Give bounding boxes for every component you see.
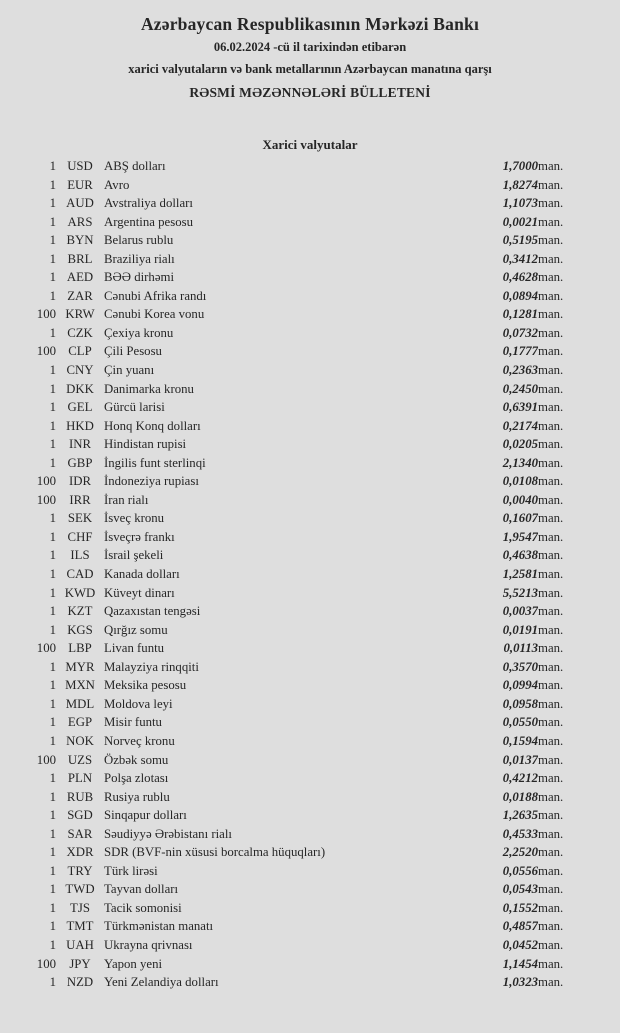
currency-code: CZK: [67, 325, 93, 340]
currency-name: BƏƏ dirhəmi: [104, 270, 175, 285]
effective-date-line: 06.02.2024 -cü il tarixindən etibarən: [213, 40, 407, 54]
rate-value: 0,0543: [502, 882, 538, 897]
rate-value: 0,3570: [502, 659, 538, 674]
unit-label: man.: [538, 196, 564, 211]
rate-row: [0, 231, 620, 250]
unit-label: man.: [538, 622, 564, 637]
currency-code: UZS: [67, 752, 93, 767]
rate-row: [0, 454, 620, 473]
currency-name: Gürcü larisi: [104, 400, 165, 415]
rate-row: [0, 565, 620, 584]
currency-code: TWD: [65, 882, 95, 897]
quantity-cell: 100: [36, 344, 56, 359]
rate-value: 5,5213: [502, 585, 538, 600]
rate-row: [0, 380, 620, 399]
rate-value: 0,0191: [502, 622, 538, 637]
unit-label: man.: [538, 492, 564, 507]
currency-code: ZAR: [67, 288, 93, 303]
rate-value: 1,0323: [502, 975, 538, 990]
rate-value: 2,1340: [502, 455, 538, 470]
rate-row: [0, 213, 620, 232]
rate-row: [0, 546, 620, 565]
unit-label: man.: [538, 585, 564, 600]
currency-name: Qazaxıstan tengəsi: [104, 604, 201, 619]
rate-row: [0, 287, 620, 306]
rate-value: 0,0994: [502, 678, 538, 693]
rate-value: 0,0113: [503, 641, 538, 656]
currency-name: Sinqapur dolları: [104, 808, 187, 823]
quantity-cell: 1: [49, 771, 56, 786]
currency-name: Səudiyyə Ərəbistanı rialı: [104, 826, 232, 841]
rate-row: [0, 880, 620, 899]
quantity-cell: 1: [49, 159, 56, 173]
currency-code: EUR: [67, 177, 93, 192]
rate-row: [0, 398, 620, 417]
rate-row: [0, 602, 620, 621]
bank-name-title: Azərbaycan Respublikasının Mərkəzi Bankı: [140, 14, 480, 34]
currency-code: NOK: [66, 733, 94, 748]
currency-code: TJS: [70, 900, 90, 915]
currency-code: RUB: [66, 789, 94, 804]
quantity-cell: 100: [36, 752, 56, 767]
quantity-cell: 1: [49, 715, 56, 730]
quantity-cell: 1: [49, 455, 56, 470]
exchange-rates-table: [0, 157, 620, 992]
rate-value: 0,0205: [502, 437, 538, 452]
quantity-cell: 1: [49, 363, 56, 378]
currency-name: Honq Konq dolları: [104, 418, 201, 433]
unit-label: man.: [538, 863, 564, 878]
currency-code: JPY: [69, 956, 91, 971]
bulletin-subtitle: xarici valyutaların və bank metallarının Azərbaycan manatına qarşı: [128, 62, 492, 76]
rate-value: 0,5195: [502, 233, 538, 248]
rate-row: [0, 250, 620, 269]
unit-label: man.: [538, 641, 564, 656]
quantity-cell: 1: [49, 659, 56, 674]
currency-name: Qırğız somu: [104, 622, 168, 637]
currency-code: CHF: [67, 529, 93, 544]
rate-row: [0, 713, 620, 732]
rate-value: 0,1607: [502, 511, 538, 526]
rate-value: 0,4628: [502, 270, 538, 285]
unit-label: man.: [538, 214, 564, 229]
quantity-cell: 100: [36, 641, 56, 656]
quantity-cell: 100: [36, 474, 56, 489]
unit-label: man.: [538, 233, 564, 248]
currency-name: Argentina pesosu: [104, 214, 193, 229]
currency-code: MXN: [65, 678, 95, 693]
rate-value: 0,4533: [502, 826, 538, 841]
currency-code: TRY: [67, 863, 93, 878]
currency-name: Malayziya rinqqiti: [104, 659, 199, 674]
currency-code: SEK: [67, 511, 93, 526]
unit-label: man.: [538, 678, 564, 693]
quantity-cell: 1: [49, 882, 56, 897]
currency-code: LBP: [68, 641, 92, 656]
currency-name: Ukrayna qrivnası: [104, 937, 193, 952]
currency-name: Türkmənistan manatı: [104, 919, 214, 934]
unit-label: man.: [538, 288, 564, 303]
rate-value: 0,1281: [502, 307, 538, 322]
currency-name: Küveyt dinarı: [104, 585, 175, 600]
quantity-cell: 1: [49, 863, 56, 878]
unit-label: man.: [538, 956, 564, 971]
rate-row: [0, 843, 620, 862]
currency-name: Kanada dolları: [104, 567, 180, 582]
currency-code: CNY: [66, 363, 94, 378]
rate-value: 1,7000: [502, 159, 538, 173]
quantity-cell: 1: [49, 400, 56, 415]
currency-code: IDR: [68, 474, 92, 489]
currency-name: ABŞ dolları: [104, 159, 166, 173]
rate-row: [0, 676, 620, 695]
currency-name: İsrail şekeli: [104, 548, 164, 563]
currency-code: PLN: [67, 771, 93, 786]
rate-row: [0, 769, 620, 788]
rate-row: [0, 899, 620, 918]
quantity-cell: 1: [49, 233, 56, 248]
currency-code: KGS: [67, 622, 93, 637]
rate-value: 0,0550: [502, 715, 538, 730]
currency-name: Rusiya rublu: [104, 789, 170, 804]
quantity-cell: 1: [49, 214, 56, 229]
quantity-cell: 100: [36, 492, 56, 507]
rate-row: [0, 361, 620, 380]
currency-code: EGP: [67, 715, 93, 730]
rate-value: 1,2635: [502, 808, 538, 823]
unit-label: man.: [538, 937, 564, 952]
currency-code: BRL: [67, 251, 93, 266]
currency-code: CLP: [68, 344, 92, 359]
rate-value: 1,1073: [502, 196, 538, 211]
currency-name: SDR (BVF-nin xüsusi borcalma hüquqları): [104, 845, 326, 860]
unit-label: man.: [538, 251, 564, 266]
quantity-cell: 1: [49, 826, 56, 841]
currency-name: Livan funtu: [104, 641, 165, 656]
rate-value: 0,4212: [502, 771, 538, 786]
quantity-cell: 1: [49, 177, 56, 192]
unit-label: man.: [538, 659, 564, 674]
unit-label: man.: [538, 159, 564, 173]
currency-name: İsveç kronu: [104, 511, 165, 526]
currency-code: HKD: [66, 418, 94, 433]
unit-label: man.: [538, 567, 564, 582]
currency-name: Norveç kronu: [104, 733, 175, 748]
currency-name: Özbək somu: [104, 752, 169, 767]
currency-code: ARS: [67, 214, 93, 229]
rate-value: 0,1552: [502, 900, 538, 915]
rate-row: [0, 917, 620, 936]
rate-row: [0, 639, 620, 658]
unit-label: man.: [538, 808, 564, 823]
bulletin-title: RƏSMİ MƏZƏNNƏLƏRİ BÜLLETENİ: [189, 85, 431, 100]
unit-label: man.: [538, 845, 564, 860]
currency-name: Hindistan rupisi: [104, 437, 187, 452]
rate-value: 0,0732: [502, 325, 538, 340]
quantity-cell: 1: [49, 529, 56, 544]
quantity-cell: 100: [36, 956, 56, 971]
currency-code: KRW: [65, 307, 95, 322]
rate-value: 0,0021: [502, 214, 538, 229]
currency-name: İran rialı: [104, 492, 149, 507]
currency-name: Tacik somonisi: [104, 900, 182, 915]
unit-label: man.: [538, 437, 564, 452]
rate-value: 0,1777: [502, 344, 538, 359]
rate-value: 0,3412: [502, 251, 538, 266]
currency-name: Avro: [104, 177, 130, 192]
unit-label: man.: [538, 548, 564, 563]
unit-label: man.: [538, 474, 564, 489]
currency-name: Cənubi Afrika randı: [104, 288, 207, 303]
currency-code: ILS: [70, 548, 90, 563]
quantity-cell: 1: [49, 789, 56, 804]
rates-table-body: [0, 157, 620, 992]
quantity-cell: 1: [49, 585, 56, 600]
quantity-cell: 1: [49, 567, 56, 582]
currency-code: AUD: [66, 196, 94, 211]
rate-value: 0,4638: [502, 548, 538, 563]
currency-name: Çin yuanı: [104, 363, 155, 378]
rate-value: 0,0108: [502, 474, 538, 489]
unit-label: man.: [538, 418, 564, 433]
rate-value: 0,0040: [502, 492, 538, 507]
unit-label: man.: [538, 752, 564, 767]
currency-code: XDR: [66, 845, 94, 860]
unit-label: man.: [538, 882, 564, 897]
unit-label: man.: [538, 177, 564, 192]
rate-row: [0, 732, 620, 751]
currency-code: BYN: [66, 233, 94, 248]
rate-row: [0, 936, 620, 955]
quantity-cell: 1: [49, 418, 56, 433]
quantity-cell: 1: [49, 845, 56, 860]
rate-value: 0,0958: [502, 696, 538, 711]
rate-value: 0,2174: [502, 418, 538, 433]
quantity-cell: 1: [49, 937, 56, 952]
unit-label: man.: [538, 325, 564, 340]
rate-row: [0, 695, 620, 714]
currency-code: USD: [67, 159, 93, 173]
currency-code: SAR: [67, 826, 93, 841]
currency-name: Avstraliya dolları: [104, 196, 193, 211]
rate-value: 2,2520: [502, 845, 538, 860]
currency-name: İsveçrə frankı: [104, 529, 175, 544]
quantity-cell: 1: [49, 604, 56, 619]
quantity-cell: 1: [49, 288, 56, 303]
rate-value: 1,8274: [502, 177, 538, 192]
unit-label: man.: [538, 789, 564, 804]
currency-name: Polşa zlotası: [104, 771, 169, 786]
unit-label: man.: [538, 696, 564, 711]
currency-name: Tayvan dolları: [104, 882, 179, 897]
rate-row: [0, 751, 620, 770]
rate-row: [0, 584, 620, 603]
currency-code: GBP: [67, 455, 93, 470]
currency-code: TMT: [66, 919, 94, 934]
currency-code: GEL: [67, 400, 93, 415]
unit-label: man.: [538, 919, 564, 934]
unit-label: man.: [538, 511, 564, 526]
currency-name: Misir funtu: [104, 715, 162, 730]
rate-value: 0,1594: [502, 733, 538, 748]
unit-label: man.: [538, 715, 564, 730]
currency-name: Yapon yeni: [104, 956, 163, 971]
rate-row: [0, 509, 620, 528]
rate-row: [0, 621, 620, 640]
unit-label: man.: [538, 344, 564, 359]
rate-row: [0, 806, 620, 825]
rate-value: 0,0894: [502, 288, 538, 303]
rate-value: 0,6391: [502, 400, 538, 415]
rate-value: 0,0452: [502, 937, 538, 952]
currency-code: SGD: [67, 808, 93, 823]
currency-name: Braziliya rialı: [104, 251, 175, 266]
quantity-cell: 1: [49, 548, 56, 563]
unit-label: man.: [538, 381, 564, 396]
currency-code: KWD: [64, 585, 96, 600]
currency-name: Türk lirəsi: [104, 863, 158, 878]
unit-label: man.: [538, 270, 564, 285]
rate-row: [0, 176, 620, 195]
unit-label: man.: [538, 455, 564, 470]
rate-row: [0, 528, 620, 547]
rate-value: 1,2581: [502, 567, 538, 582]
currency-name: Çexiya kronu: [104, 325, 174, 340]
unit-label: man.: [538, 826, 564, 841]
rate-value: 0,0556: [502, 863, 538, 878]
quantity-cell: 100: [36, 307, 56, 322]
rate-row: [0, 268, 620, 287]
quantity-cell: 1: [49, 437, 56, 452]
rate-value: 0,4857: [502, 919, 538, 934]
rate-row: [0, 658, 620, 677]
unit-label: man.: [538, 975, 564, 990]
currency-name: İndoneziya rupiası: [104, 474, 199, 489]
unit-label: man.: [538, 604, 564, 619]
rate-value: 0,2363: [502, 363, 538, 378]
quantity-cell: 1: [49, 251, 56, 266]
quantity-cell: 1: [49, 381, 56, 396]
quantity-cell: 1: [49, 622, 56, 637]
rate-row: [0, 472, 620, 491]
quantity-cell: 1: [49, 325, 56, 340]
currency-code: NZD: [66, 975, 94, 990]
quantity-cell: 1: [49, 733, 56, 748]
unit-label: man.: [538, 363, 564, 378]
document-header: [0, 0, 620, 104]
rate-value: 0,0037: [502, 604, 538, 619]
quantity-cell: 1: [49, 808, 56, 823]
unit-label: man.: [538, 529, 564, 544]
rate-row: [0, 305, 620, 324]
currency-code: MYR: [65, 659, 95, 674]
rate-row: [0, 324, 620, 343]
currency-code: DKK: [66, 381, 94, 396]
rate-row: [0, 491, 620, 510]
currency-code: CAD: [66, 567, 94, 582]
quantity-cell: 1: [49, 900, 56, 915]
unit-label: man.: [538, 771, 564, 786]
rate-row: [0, 435, 620, 454]
unit-label: man.: [538, 900, 564, 915]
currency-code: KZT: [67, 604, 93, 619]
currency-name: Moldova leyi: [104, 696, 173, 711]
rate-value: 0,2450: [502, 381, 538, 396]
quantity-cell: 1: [49, 678, 56, 693]
rate-row: [0, 955, 620, 974]
rate-row: [0, 417, 620, 436]
currency-code: IRR: [69, 492, 91, 507]
rate-row: [0, 788, 620, 807]
currency-name: Danimarka kronu: [104, 381, 194, 396]
currency-name: Yeni Zelandiya dolları: [104, 975, 219, 990]
quantity-cell: 1: [49, 270, 56, 285]
quantity-cell: 1: [49, 975, 56, 990]
currency-name: Meksika pesosu: [104, 678, 187, 693]
rate-row: [0, 973, 620, 992]
section-title-foreign-currencies: Xarici valyutalar: [262, 137, 358, 152]
quantity-cell: 1: [49, 696, 56, 711]
rate-row: [0, 862, 620, 881]
currency-name: Belarus rublu: [104, 233, 174, 248]
unit-label: man.: [538, 307, 564, 322]
rate-row: [0, 825, 620, 844]
quantity-cell: 1: [49, 511, 56, 526]
currency-name: İngilis funt sterlinqi: [104, 455, 206, 470]
unit-label: man.: [538, 733, 564, 748]
currency-name: Cənubi Korea vonu: [104, 307, 205, 322]
currency-code: AED: [66, 270, 94, 285]
rate-value: 0,0137: [502, 752, 538, 767]
unit-label: man.: [538, 400, 564, 415]
quantity-cell: 1: [49, 919, 56, 934]
quantity-cell: 1: [49, 196, 56, 211]
currency-code: UAH: [66, 937, 94, 952]
rate-row: [0, 194, 620, 213]
rate-value: 1,9547: [502, 529, 538, 544]
currency-code: MDL: [65, 696, 95, 711]
rate-row: [0, 342, 620, 361]
rate-value: 1,1454: [502, 956, 538, 971]
currency-name: Çili Pesosu: [104, 344, 162, 359]
rate-row: [0, 157, 620, 176]
currency-code: INR: [68, 437, 92, 452]
rate-value: 0,0188: [502, 789, 538, 804]
